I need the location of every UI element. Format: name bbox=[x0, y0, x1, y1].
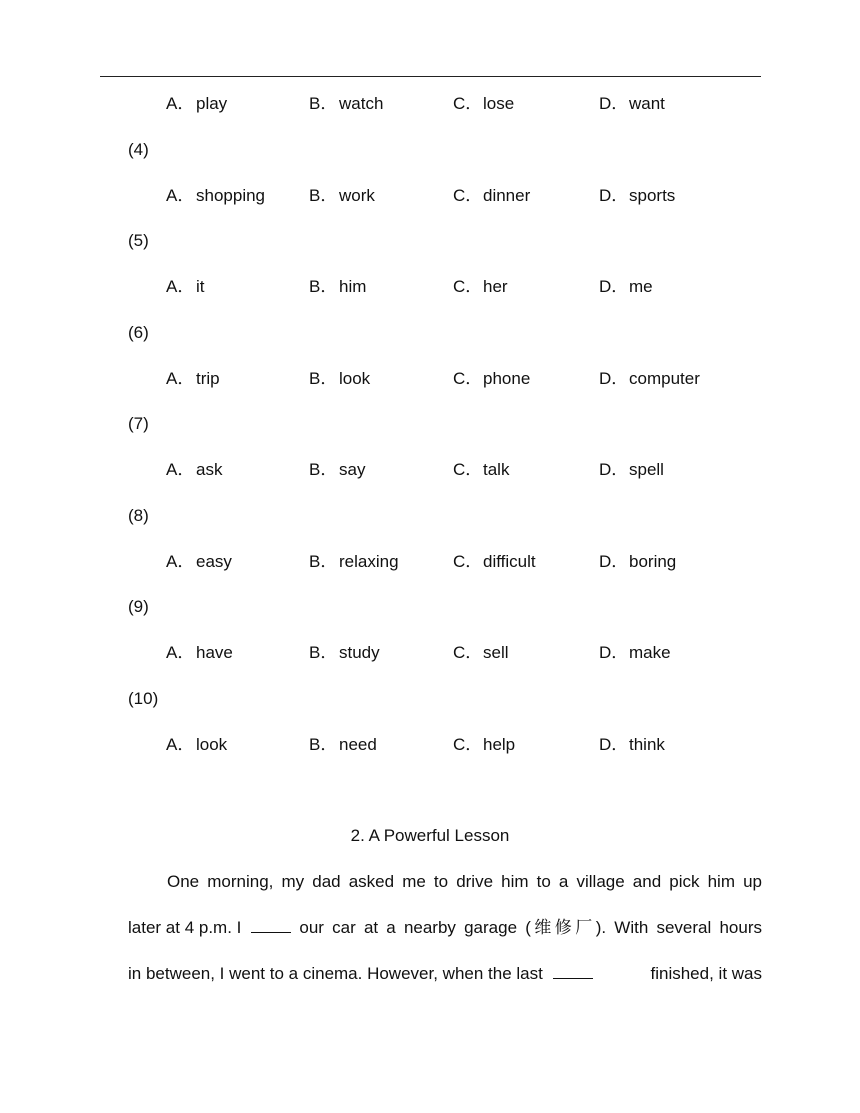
answer-option bbox=[309, 641, 380, 665]
option-letter: C． bbox=[453, 368, 483, 388]
answer-option bbox=[166, 184, 265, 208]
question-number: (8) bbox=[128, 505, 149, 525]
passage-text: our car at a nearby garage (维修厂). With several hours bbox=[299, 918, 762, 937]
option-letter: D． bbox=[599, 551, 629, 571]
passage-text: finished, it was bbox=[650, 964, 762, 983]
passage-line-1 bbox=[167, 870, 762, 894]
option-text: look bbox=[339, 368, 371, 388]
option-letter: C． bbox=[453, 185, 483, 205]
answer-option bbox=[166, 458, 222, 482]
option-text: relaxing bbox=[339, 551, 399, 571]
answer-option bbox=[599, 641, 671, 665]
option-text: look bbox=[196, 734, 228, 754]
answer-option bbox=[599, 184, 675, 208]
option-text: work bbox=[339, 185, 375, 205]
answer-option bbox=[599, 550, 676, 574]
option-letter: B． bbox=[309, 551, 338, 571]
option-text: think bbox=[629, 734, 665, 754]
option-text: trip bbox=[196, 368, 220, 388]
answer-option bbox=[599, 367, 700, 391]
option-letter: B． bbox=[309, 185, 338, 205]
answer-option bbox=[453, 275, 508, 299]
answer-option bbox=[309, 184, 375, 208]
option-letter: B． bbox=[309, 460, 338, 479]
option-text: play bbox=[196, 94, 228, 113]
answer-option bbox=[599, 458, 664, 482]
option-letter: B． bbox=[309, 368, 338, 388]
option-text: sell bbox=[483, 643, 509, 662]
option-letter: A． bbox=[166, 94, 195, 113]
option-letter: B． bbox=[309, 277, 338, 296]
answer-option bbox=[309, 550, 399, 574]
option-letter: C． bbox=[453, 643, 483, 662]
passage-title: 2. A Powerful Lesson bbox=[350, 826, 510, 845]
answer-option bbox=[309, 367, 370, 391]
answer-blank bbox=[251, 916, 291, 933]
passage-text: later at 4 p.m. I bbox=[128, 918, 242, 937]
option-letter: A． bbox=[166, 551, 195, 571]
option-text: spell bbox=[629, 460, 664, 479]
answer-option bbox=[599, 733, 665, 757]
question-number: (6) bbox=[128, 322, 149, 342]
answer-option bbox=[166, 733, 227, 757]
option-text: dinner bbox=[483, 185, 531, 205]
answer-option bbox=[166, 92, 227, 116]
option-text: difficult bbox=[483, 551, 536, 571]
answer-option bbox=[309, 458, 365, 482]
option-letter: B． bbox=[309, 94, 338, 113]
option-letter: C． bbox=[453, 734, 483, 754]
option-letter: A． bbox=[166, 185, 195, 205]
option-text: lose bbox=[483, 94, 515, 113]
option-text: study bbox=[339, 643, 380, 662]
answer-option bbox=[309, 275, 366, 299]
option-text: phone bbox=[483, 368, 531, 388]
question-number: (10) bbox=[128, 688, 159, 708]
option-row bbox=[0, 367, 860, 391]
option-text: him bbox=[339, 277, 367, 296]
option-row bbox=[0, 641, 860, 665]
option-row bbox=[0, 184, 860, 208]
option-letter: A． bbox=[166, 460, 195, 479]
answer-option bbox=[599, 92, 665, 116]
option-text: need bbox=[339, 734, 377, 754]
passage-line-3 bbox=[128, 962, 762, 986]
option-letter: B． bbox=[309, 643, 338, 662]
option-letter: D． bbox=[599, 368, 629, 388]
question-number: (7) bbox=[128, 414, 149, 433]
option-letter: C． bbox=[453, 94, 483, 113]
option-text: boring bbox=[629, 551, 677, 571]
option-text: make bbox=[629, 643, 671, 662]
answer-option bbox=[599, 275, 653, 299]
option-letter: A． bbox=[166, 368, 195, 388]
option-text: computer bbox=[629, 368, 700, 388]
passage-line-2 bbox=[128, 916, 762, 940]
answer-option bbox=[166, 275, 205, 299]
option-letter: A． bbox=[166, 734, 195, 754]
option-text: have bbox=[196, 643, 233, 662]
option-text: her bbox=[483, 277, 508, 296]
option-letter: D． bbox=[599, 734, 629, 754]
option-letter: C． bbox=[453, 277, 483, 296]
option-text: want bbox=[629, 94, 665, 113]
option-letter: D． bbox=[599, 277, 629, 296]
option-letter: D． bbox=[599, 460, 629, 479]
option-letter: C． bbox=[453, 460, 483, 479]
passage-text: in between, I went to a cinema. However, when the last bbox=[128, 964, 543, 983]
passage-text: One morning, my dad asked me to drive him to a village and pick him up bbox=[167, 872, 762, 891]
option-row bbox=[0, 550, 860, 574]
option-letter: D． bbox=[599, 643, 629, 662]
question-number: (4) bbox=[128, 139, 149, 159]
answer-option bbox=[453, 458, 509, 482]
option-text: shopping bbox=[196, 185, 266, 205]
question-number: (5) bbox=[128, 231, 149, 250]
answer-option bbox=[166, 641, 233, 665]
answer-option bbox=[309, 733, 377, 757]
option-letter: B． bbox=[309, 734, 338, 754]
option-text: say bbox=[339, 460, 366, 479]
header-rule bbox=[100, 76, 761, 77]
option-letter: A． bbox=[166, 277, 195, 296]
answer-option bbox=[453, 184, 530, 208]
option-text: easy bbox=[196, 551, 232, 571]
option-text: sports bbox=[629, 185, 676, 205]
option-text: help bbox=[483, 734, 516, 754]
option-row bbox=[0, 733, 860, 757]
answer-option bbox=[453, 92, 514, 116]
answer-option bbox=[453, 550, 536, 574]
option-text: it bbox=[196, 277, 205, 296]
answer-option bbox=[166, 550, 232, 574]
option-text: talk bbox=[483, 460, 510, 479]
answer-option bbox=[309, 92, 383, 116]
option-row bbox=[0, 92, 860, 116]
answer-option bbox=[453, 733, 515, 757]
option-letter: D． bbox=[599, 94, 629, 113]
answer-option bbox=[453, 641, 509, 665]
option-text: me bbox=[629, 277, 653, 296]
option-text: ask bbox=[196, 460, 223, 479]
option-letter: D． bbox=[599, 185, 629, 205]
answer-blank bbox=[553, 962, 593, 979]
option-row bbox=[0, 458, 860, 482]
answer-option bbox=[166, 367, 220, 391]
option-text: watch bbox=[339, 94, 384, 113]
question-number: (9) bbox=[128, 597, 149, 616]
option-letter: A． bbox=[166, 643, 195, 662]
answer-option bbox=[453, 367, 530, 391]
option-row bbox=[0, 275, 860, 299]
option-letter: C． bbox=[453, 551, 483, 571]
